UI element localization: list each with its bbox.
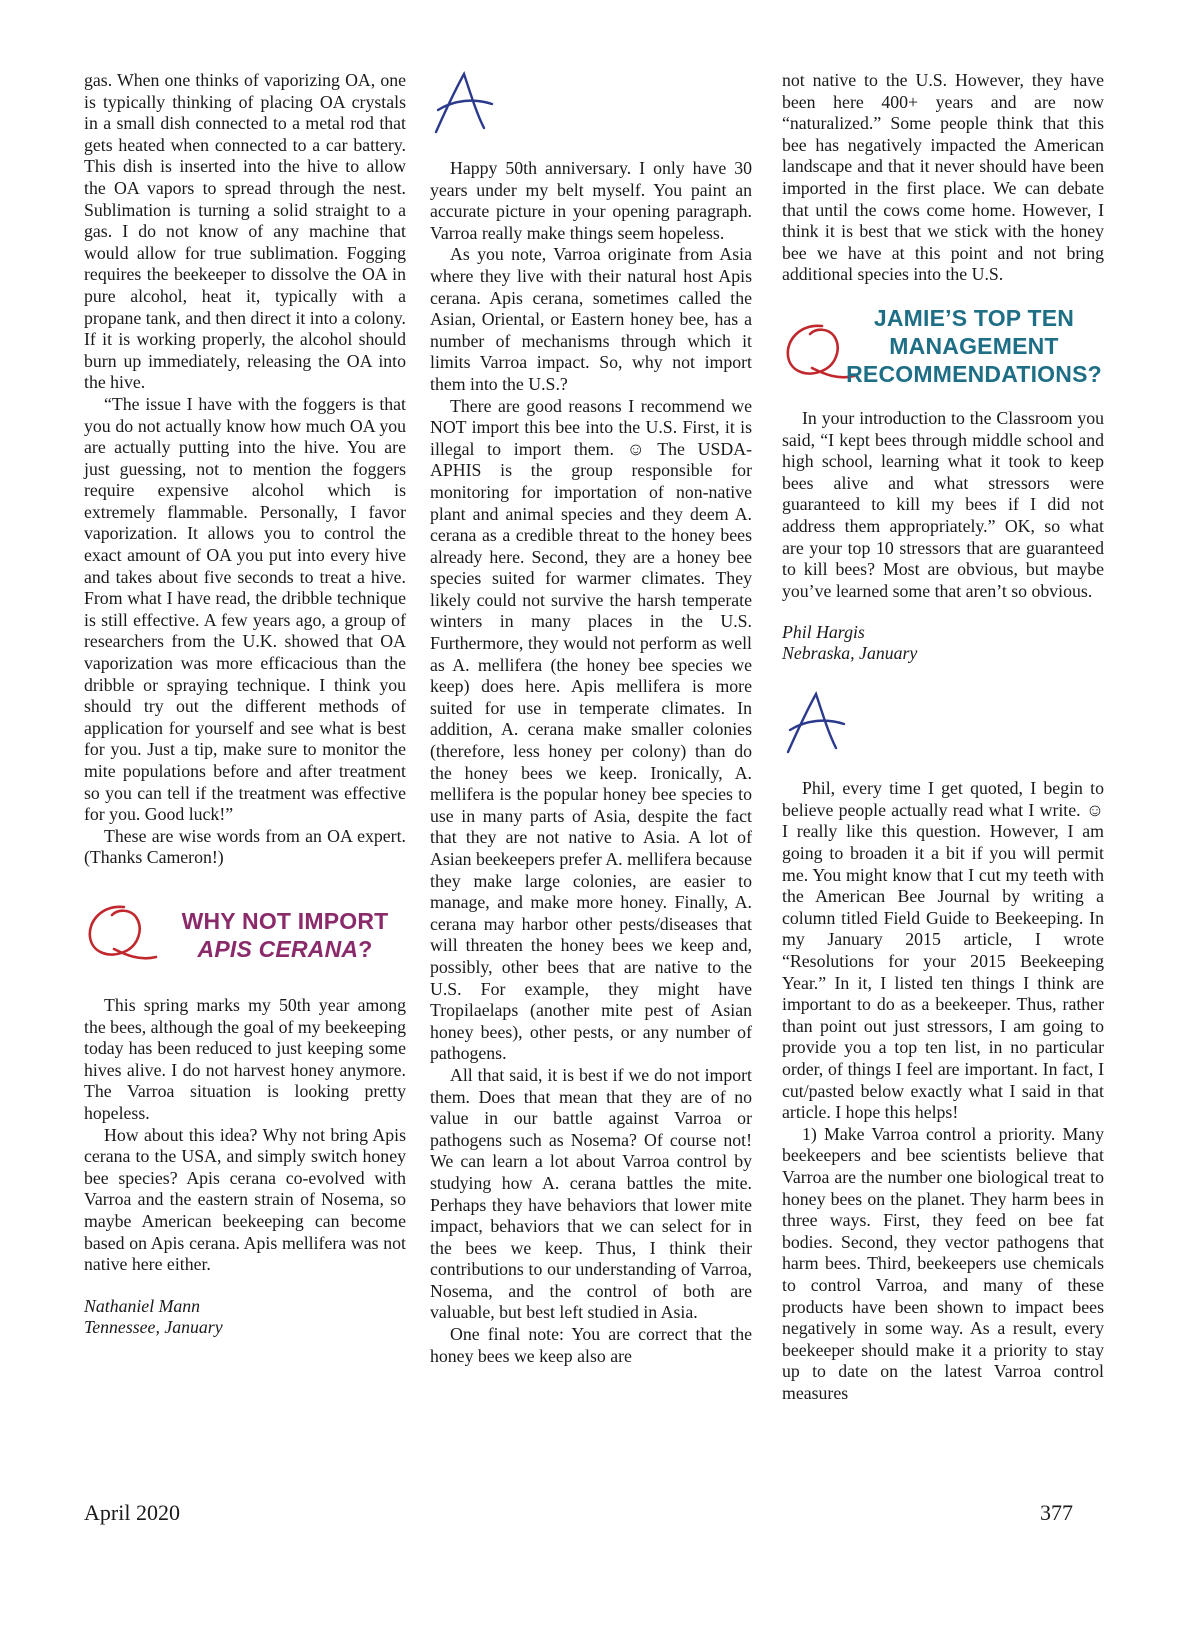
paragraph: “The issue I have with the foggers is that you do not actually know how much OA you are actually putting into the hive. You are just guessing, not to mention the foggers require expensive alcohol which is extremely flammable. Personally, I favor vaporization. It allows you to control the exact amount of OA you put into every hive and takes about five seconds to treat a hive. From what I have read, the dribble technique is still effective. A few years ago, a group of researchers from the U.K. showed that OA vaporization was more efficacious than the dribble or spraying technique. I think you should try out the different methods of application for yourself and see what is best for you. Just a tip, make sure to monitor the mite populations before and after treatment so you can tell if the treatment was effective for you. Good luck!” — [84, 393, 406, 825]
question-title-line: JAMIE’S TOP TEN — [873, 304, 1075, 331]
signature — [84, 1296, 406, 1338]
question-title — [844, 304, 1104, 388]
a-letter-icon — [782, 690, 852, 758]
paragraph: As you note, Varroa originate from Asia where they live with their natural host Apis cerana. Apis cerana, sometimes called the Asian, Oriental, or Eastern honey bee, has a number of mechanisms through which it limits Varroa impact. So, why not import them into the U.S.? — [430, 244, 752, 394]
signature-place: Tennessee, January — [84, 1316, 223, 1337]
column-3 — [782, 70, 1104, 1405]
paragraph: In your introduction to the Classroom you said, “I kept bees through middle school and high school, learning what it took to keep bees alive and what stressors were guaranteed to kill my bees if I did not address them appropriately.” OK, so what are your top 10 stressors that are guaranteed to kill bees? Most are obvious, but maybe you’ve learned some that aren’t so obvious. — [782, 407, 1104, 601]
q-letter-icon — [84, 899, 160, 965]
column-2 — [430, 70, 752, 1367]
question-title-species: APIS CERANA — [197, 935, 359, 962]
paragraph: These are wise words from an OA expert. (Thanks Cameron!) — [84, 825, 406, 868]
column-1 — [84, 70, 406, 1338]
page-number: 377 — [1040, 1500, 1073, 1525]
question-mark: ? — [358, 935, 373, 962]
signature-name: Nathaniel Mann — [84, 1295, 201, 1316]
signature-name: Phil Hargis — [782, 622, 865, 643]
signature-place: Nebraska, January — [782, 643, 918, 664]
question-title — [164, 907, 406, 963]
paragraph: Happy 50th anniversary. I only have 30 years under my belt myself. You paint an accurate picture in your opening paragraph. Varroa really make things seem hopeless. — [430, 158, 752, 243]
paragraph: not native to the U.S. However, they have been here 400+ years and are now “naturalized.” Some people think that this bee has negatively impacted the American landscape and that it never should have been imported in the first place. We can debate that until the cows come home. However, I think it is best that we stick with the honey bee we have at this point and not bring additional species into the U.S. — [782, 70, 1104, 285]
question-title-line: RECOMMENDATIONS? — [846, 360, 1102, 387]
signature — [782, 622, 1104, 664]
question-heading — [782, 304, 1104, 390]
paragraph: gas. When one thinks of vaporizing OA, one is typically thinking of placing OA crystals in a small dish connected to a metal rod that gets heated when connected to a car battery. This dish is inserted into the hive to allow the OA vapors to spread through the nest. Sublimation is turning a solid straight to a gas. I do not know of any machine that would allow for true sublimation. Fogging requires the beekeeper to dissolve the OA in pure alcohol, heat it, typically with a propane tank, and then direct it into a colony. If it is working properly, the alcohol should burn up immediately, releasing the OA into the hive. — [84, 70, 406, 393]
paragraph: There are good reasons I recommend we NOT import this bee into the U.S. First, it is illegal to import them. ☺ The USDA-APHIS is the group responsible for monitoring for importation of non-native plant and animal species and they deem A. cerana as a credible threat to the honey bees already here. Second, they are a honey bee species suited for warmer climates. They likely could not survive the harsh temperate winters in many places in the U.S. Furthermore, they would not perform as well as A. mellifera (the honey bee species we keep) does here. Apis mellifera is more suited for use in temperate climates. In addition, A. cerana make smaller colonies (therefore, less honey per colony) than do the honey bees we keep. Ironically, A. mellifera is the popular honey bee species to use in many parts of Asia, despite the fact that they are not native to Asia. A lot of Asian beekeepers prefer A. mellifera because they make large colonies, are easier to manage, and make more honey. Finally, A. cerana may harbor other pests/diseases that will threaten the honey bees we keep and, possibly, other bees that are native to the U.S. For example, they might have Tropilaelaps (another mite pest of Asian honey bees), other pests, or any number of pathogens. — [430, 395, 752, 1064]
footer-date: April 2020 — [84, 1500, 180, 1525]
question-heading — [84, 895, 406, 977]
paragraph: One final note: You are correct that the honey bees we keep also are — [430, 1324, 752, 1366]
paragraph: This spring marks my 50th year among the bees, although the goal of my beekeeping today has been reduced to just keeping some hives alive. I do not harvest honey anymore. The Varroa situation is looking pretty hopeless. — [84, 994, 406, 1123]
question-title-line — [164, 935, 406, 963]
a-letter-icon — [430, 70, 500, 138]
paragraph: All that said, it is best if we do not import them. Does that mean that they are of no value in our battle against Varroa or pathogens such as Nosema? Of course not! We can learn a lot about Varroa control by studying how A. cerana battles the mite. Perhaps they have behaviors that lower mite impact, behaviors that we can select for in the bees we keep. Thus, I think their contributions to our understanding of Varroa, Nosema, and the control of both are valuable, but best left studied in Asia. — [430, 1064, 752, 1323]
question-title-line: MANAGEMENT — [889, 332, 1059, 359]
paragraph: Phil, every time I get quoted, I begin to believe people actually read what I write. ☺ I really like this question. However, I am going to broaden it a bit if you will permit me. You might know that I cut my teeth with the American Bee Journal by writing a column titled Field Guide to Beekeeping. In my January 2015 article, I wrote “Resolutions for your 2015 Beekeeping Year.” In it, I listed ten things I think are important to do as a beekeeper. Thus, rather than point out just stressors, I am going to provide you a top ten list, in no particular order, of things I feel are important. In fact, I cut/pasted below exactly what I said in that article. I hope this helps! — [782, 778, 1104, 1123]
paragraph: 1) Make Varroa control a priority. Many beekeepers and bee scientists believe that Varroa are the number one biological treat to honey bees on the planet. They harm bees in three ways. First, they feed on bee fat bodies. Second, they vector pathogens that harm bees. Third, beekeepers use chemicals to control Varroa, and many of these products have been shown to impact bees negatively in some way. As a result, every beekeeper should make it a priority to stay up to date on the latest Varroa control measures — [782, 1123, 1104, 1403]
question-title-line: WHY NOT IMPORT — [181, 907, 389, 934]
paragraph: How about this idea? Why not bring Apis cerana to the USA, and simply switch honey bee species? Apis cerana co-evolved with Varroa and the eastern strain of Nosema, so maybe American beekeeping can become based on Apis cerana. Apis mellifera was not native here either. — [84, 1124, 406, 1275]
